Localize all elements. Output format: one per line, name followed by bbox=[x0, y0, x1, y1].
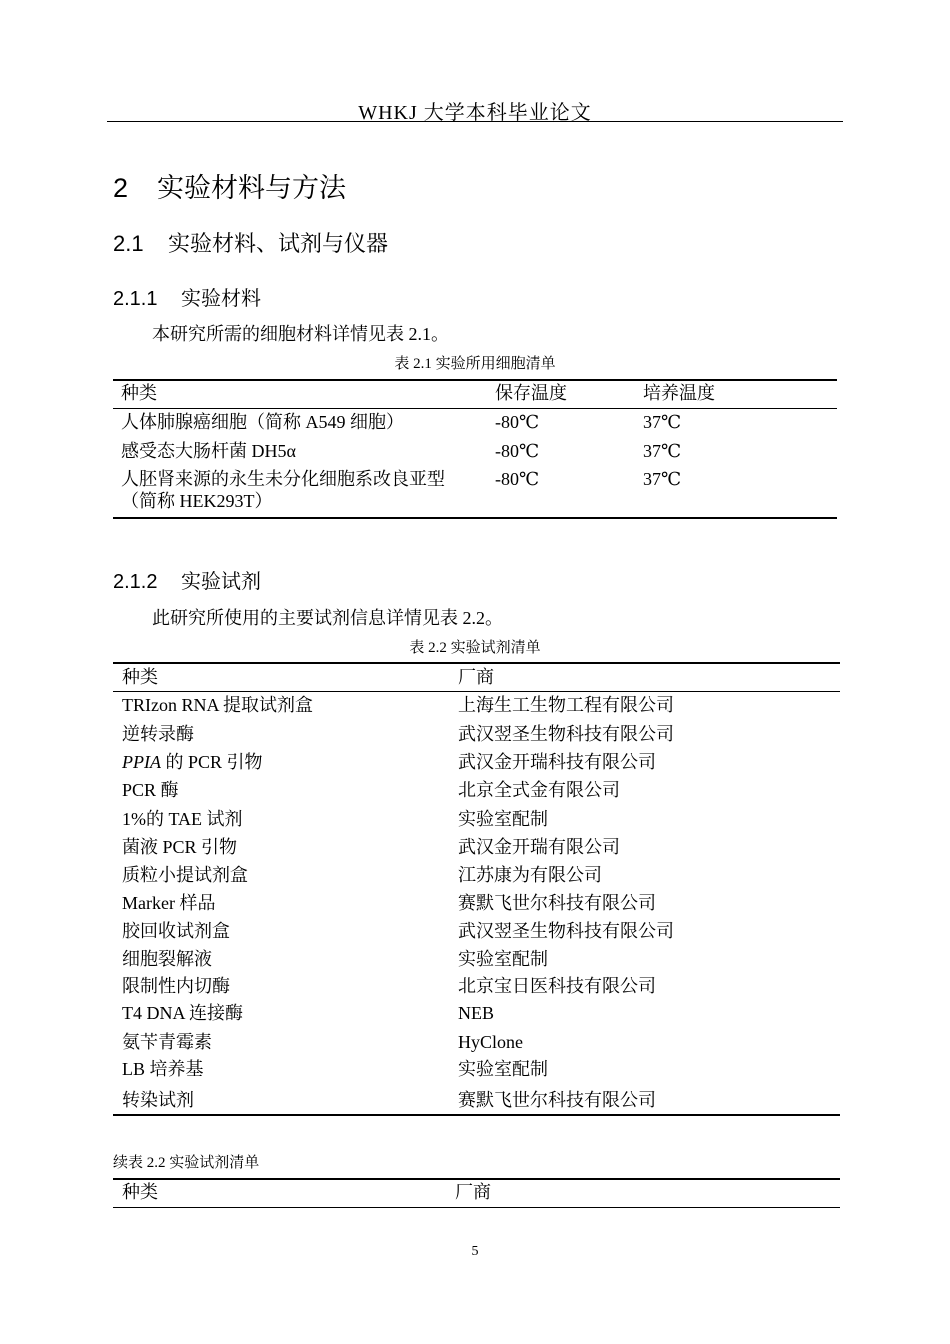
table2-top-rule bbox=[113, 662, 840, 664]
table1-header-rule bbox=[113, 408, 837, 409]
table-cell: 37℃ bbox=[643, 412, 682, 432]
section-heading bbox=[113, 227, 388, 258]
page-number: 5 bbox=[471, 1244, 479, 1259]
table2-header-type: 种类 bbox=[122, 667, 158, 687]
table-cell: 胶回收试剂盒 bbox=[122, 921, 230, 941]
table-cell: 逆转录酶 bbox=[122, 724, 194, 744]
table2cont-header-vendor: 厂商 bbox=[455, 1182, 491, 1202]
table-cell: 转染试剂 bbox=[122, 1090, 194, 1110]
table2-bottom-rule bbox=[113, 1114, 840, 1116]
subsection-heading-materials bbox=[113, 282, 261, 311]
table-cell: -80℃ bbox=[495, 441, 540, 461]
subsection-heading-reagents bbox=[113, 565, 261, 594]
table-cell: 质粒小提试剂盒 bbox=[122, 865, 248, 885]
table-cell: 武汉翌圣生物科技有限公司 bbox=[458, 921, 674, 941]
table-cell: 武汉金开瑞科技有限公司 bbox=[458, 752, 656, 772]
table-cell: -80℃ bbox=[495, 469, 540, 489]
table1-header-storage: 保存温度 bbox=[495, 383, 567, 403]
chapter-heading bbox=[113, 166, 346, 205]
table1-caption: 表 2.1 实验所用细胞清单 bbox=[394, 356, 556, 372]
paragraph-materials: 本研究所需的细胞材料详情见表 2.1。 bbox=[152, 324, 449, 344]
header-rule bbox=[107, 121, 843, 122]
table-cell: TRIzon RNA 提取试剂盒 bbox=[122, 695, 313, 715]
table-cell: Marker 样品 bbox=[122, 893, 216, 913]
table-cell: 实验室配制 bbox=[458, 809, 548, 829]
table-cell: 37℃ bbox=[643, 441, 682, 461]
chapter-title: 实验材料与方法 bbox=[157, 173, 346, 203]
table-cell: 上海生工生物工程有限公司 bbox=[458, 695, 674, 715]
table1-header-culture: 培养温度 bbox=[643, 383, 715, 403]
table2cont-header-type: 种类 bbox=[122, 1182, 158, 1202]
cell-text: 的 PCR 引物 bbox=[160, 752, 263, 772]
table2-continued-caption: 续表 2.2 实验试剂清单 bbox=[113, 1155, 260, 1171]
table-cell: 实验室配制 bbox=[458, 949, 548, 969]
table-cell: PCR 酶 bbox=[122, 780, 179, 800]
table-cell: HyClone bbox=[458, 1032, 523, 1052]
gene-name-italic: PPIA bbox=[122, 752, 161, 772]
table-cell: 感受态大肠杆菌 DH5α bbox=[121, 441, 296, 461]
section-title: 实验材料、试剂与仪器 bbox=[168, 231, 389, 256]
subsection-title: 实验试剂 bbox=[181, 571, 261, 593]
table2-header-vendor: 厂商 bbox=[458, 667, 494, 687]
table-cell: 人胚肾来源的永生未分化细胞系改良亚型 bbox=[121, 469, 445, 489]
table-cell: 菌液 PCR 引物 bbox=[122, 837, 238, 857]
running-header: WHKJ 大学本科毕业论文 bbox=[358, 102, 592, 124]
table-cell: 1%的 TAE 试剂 bbox=[122, 809, 243, 829]
subsection-number: 2.1.1 bbox=[113, 288, 158, 310]
table-cell: T4 DNA 连接酶 bbox=[122, 1003, 243, 1023]
paragraph-reagents: 此研究所使用的主要试剂信息详情见表 2.2。 bbox=[152, 608, 503, 628]
table-cell: 限制性内切酶 bbox=[122, 976, 230, 996]
table-cell: 武汉翌圣生物科技有限公司 bbox=[458, 724, 674, 744]
table1-bottom-rule bbox=[113, 517, 837, 519]
table-cell: 武汉金开瑞有限公司 bbox=[458, 837, 620, 857]
table-cell: NEB bbox=[458, 1003, 494, 1023]
table-cell: 实验室配制 bbox=[458, 1059, 548, 1079]
table-cell: 氨苄青霉素 bbox=[122, 1032, 212, 1052]
subsection-number: 2.1.2 bbox=[113, 571, 158, 593]
section-number: 2.1 bbox=[113, 231, 144, 256]
table-cell: （简称 HEK293T） bbox=[121, 491, 273, 511]
table-cell: LB 培养基 bbox=[122, 1059, 204, 1079]
table-cell: 赛默飞世尔科技有限公司 bbox=[458, 893, 656, 913]
table-cell: 赛默飞世尔科技有限公司 bbox=[458, 1090, 656, 1110]
table-cell: 细胞裂解液 bbox=[122, 949, 212, 969]
table-cell bbox=[122, 751, 263, 773]
table1-top-rule bbox=[113, 379, 837, 381]
table-cell: 37℃ bbox=[643, 469, 682, 489]
table-cell: 北京全式金有限公司 bbox=[458, 780, 620, 800]
table-cell: 人体肺腺癌细胞（简称 A549 细胞） bbox=[121, 412, 404, 432]
table2cont-top-rule bbox=[113, 1178, 840, 1180]
chapter-number: 2 bbox=[113, 173, 129, 203]
table-cell: 北京宝日医科技有限公司 bbox=[458, 976, 656, 996]
table2cont-header-rule bbox=[113, 1207, 840, 1208]
subsection-title: 实验材料 bbox=[181, 288, 261, 310]
table2-caption: 表 2.2 实验试剂清单 bbox=[409, 640, 541, 656]
table-cell: -80℃ bbox=[495, 412, 540, 432]
table-cell: 江苏康为有限公司 bbox=[458, 865, 602, 885]
table2-header-rule bbox=[113, 691, 840, 692]
table1-header-type: 种类 bbox=[121, 383, 157, 403]
